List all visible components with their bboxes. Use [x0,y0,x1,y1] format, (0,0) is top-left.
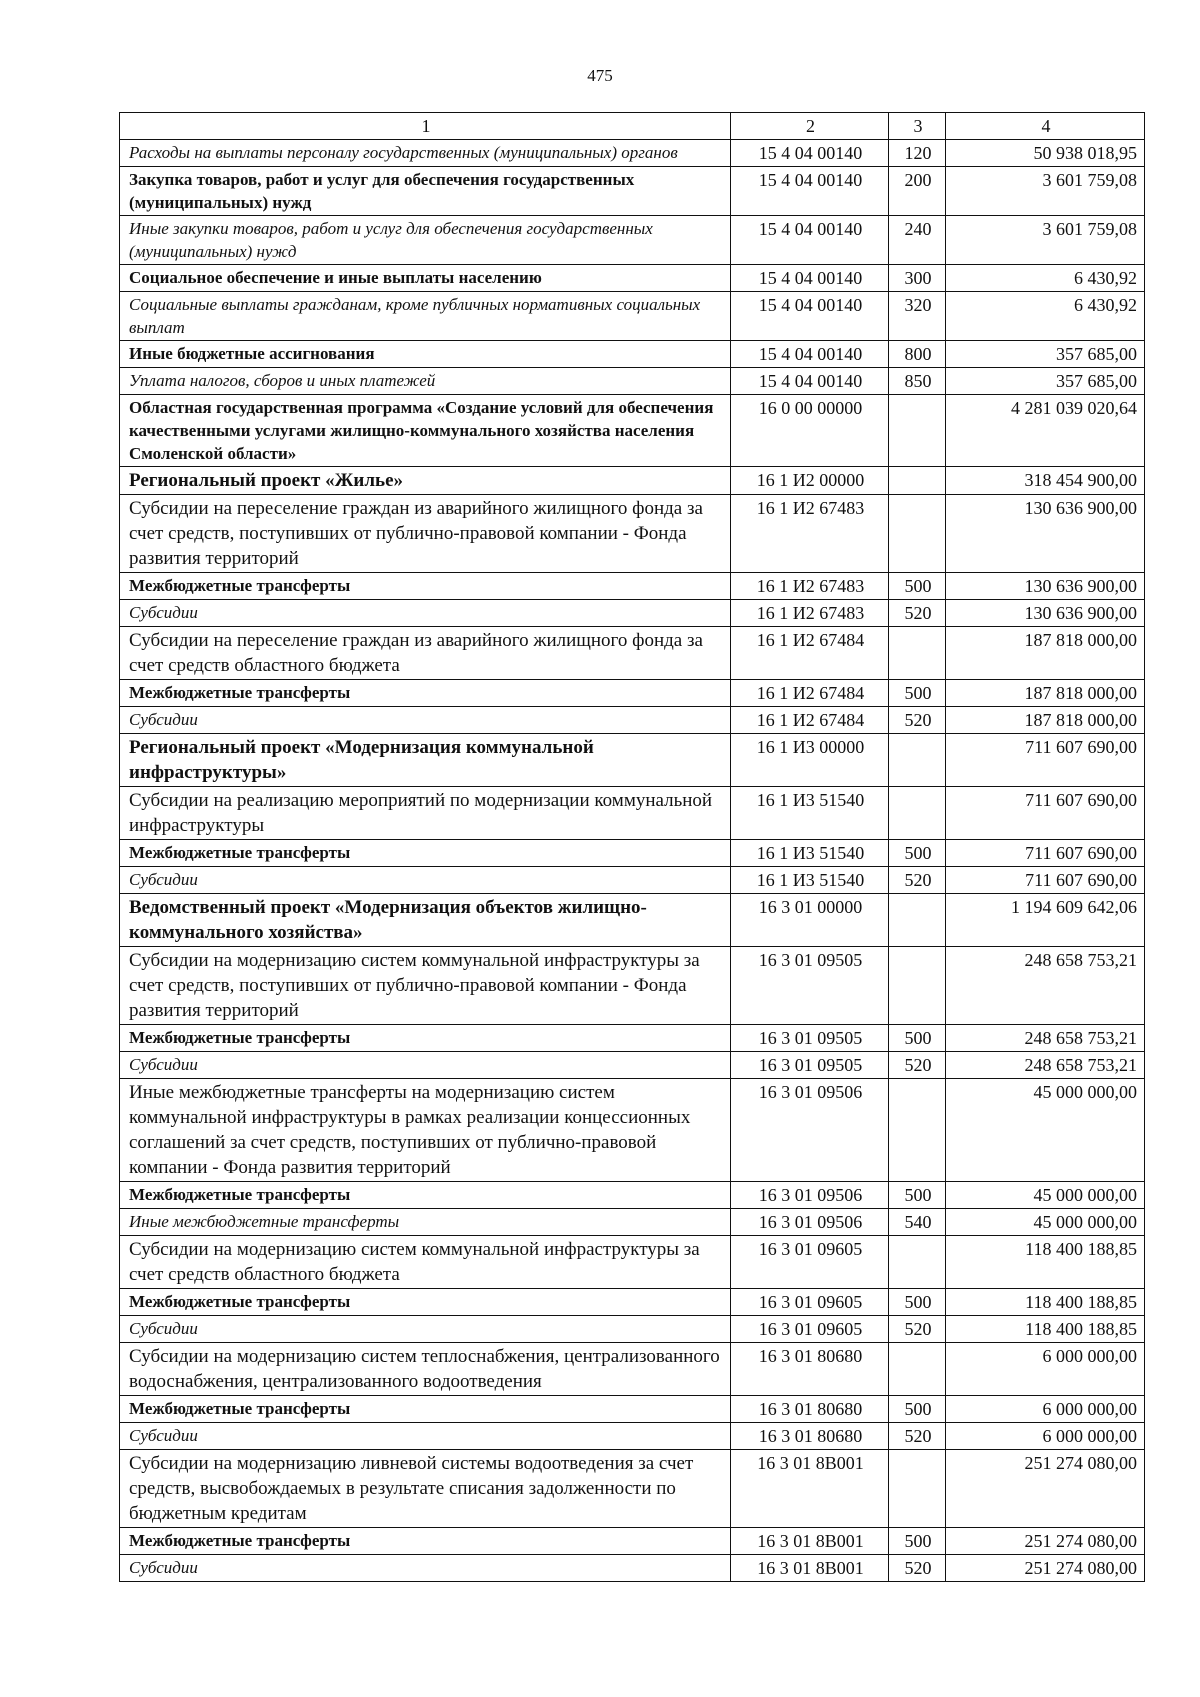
row-type-cell [889,734,946,787]
row-amount-cell: 45 000 000,00 [946,1182,1145,1209]
row-code-cell: 16 3 01 8В001 [731,1450,889,1528]
row-name-cell: Иные закупки товаров, работ и услуг для обеспечения государственных (муниципальных) нужд [120,216,731,265]
row-type-cell [889,627,946,680]
row-code-cell: 16 1 И2 00000 [731,467,889,495]
table-row [120,1079,1145,1182]
row-amount-cell: 118 400 188,85 [946,1316,1145,1343]
row-type-cell [889,894,946,947]
table-row [120,1182,1145,1209]
row-code-cell: 16 3 01 00000 [731,894,889,947]
row-type-cell: 500 [889,1528,946,1555]
table-row [120,840,1145,867]
row-code-cell: 16 3 01 09605 [731,1236,889,1289]
row-name-cell: Областная государственная программа «Создание условий для обеспечения качественными услугами жилищно-коммунального хозяйства населения Смоленской области» [120,395,731,467]
row-code-cell: 16 3 01 8В001 [731,1555,889,1582]
row-name-cell: Иные бюджетные ассигнования [120,341,731,368]
row-type-cell: 500 [889,680,946,707]
row-code-cell: 15 4 04 00140 [731,216,889,265]
row-name-cell: Ведомственный проект «Модернизация объектов жилищно-коммунального хозяйства» [120,894,731,947]
row-type-cell [889,467,946,495]
table-row [120,947,1145,1025]
row-name-cell: Субсидии на модернизацию ливневой системы водоотведения за счет средств, высвобождаемых в результате списания задолженности по бюджетным кредитам [120,1450,731,1528]
row-type-cell: 800 [889,341,946,368]
table-row [120,265,1145,292]
row-amount-cell: 318 454 900,00 [946,467,1145,495]
row-name-cell: Иные межбюджетные трансферты [120,1209,731,1236]
row-code-cell: 16 3 01 09505 [731,1025,889,1052]
row-code-cell: 15 4 04 00140 [731,265,889,292]
row-amount-cell: 187 818 000,00 [946,627,1145,680]
row-code-cell: 16 1 И3 51540 [731,867,889,894]
row-type-cell [889,1343,946,1396]
row-amount-cell: 711 607 690,00 [946,734,1145,787]
row-code-cell: 16 3 01 80680 [731,1343,889,1396]
page-number: 475 [587,66,613,85]
row-name-cell: Региональный проект «Модернизация коммунальной инфраструктуры» [120,734,731,787]
row-amount-cell: 248 658 753,21 [946,1052,1145,1079]
row-name-cell: Субсидии на переселение граждан из аварийного жилищного фонда за счет средств, поступивших от публично-правовой компании - Фонда развития территорий [120,495,731,573]
row-name-cell: Межбюджетные трансферты [120,680,731,707]
row-name-cell: Расходы на выплаты персоналу государственных (муниципальных) органов [120,140,731,167]
row-amount-cell: 45 000 000,00 [946,1079,1145,1182]
row-code-cell: 16 1 И2 67483 [731,600,889,627]
row-name-cell: Субсидии на переселение граждан из аварийного жилищного фонда за счет средств областного бюджета [120,627,731,680]
row-code-cell: 16 3 01 80680 [731,1396,889,1423]
row-name-cell: Субсидии [120,707,731,734]
row-name-cell: Субсидии [120,867,731,894]
row-amount-cell: 711 607 690,00 [946,787,1145,840]
table-row [120,573,1145,600]
row-name-cell: Субсидии на модернизацию систем теплоснабжения, централизованного водоснабжения, централизованного водоотведения [120,1343,731,1396]
row-type-cell [889,395,946,467]
table-row [120,292,1145,341]
row-amount-cell: 130 636 900,00 [946,573,1145,600]
row-amount-cell: 118 400 188,85 [946,1289,1145,1316]
row-code-cell: 15 4 04 00140 [731,167,889,216]
row-amount-cell: 118 400 188,85 [946,1236,1145,1289]
table-row [120,467,1145,495]
header-cell-name: 1 [120,113,731,140]
row-type-cell: 320 [889,292,946,341]
row-code-cell: 16 1 И2 67484 [731,680,889,707]
row-type-cell [889,1079,946,1182]
row-name-cell: Субсидии [120,600,731,627]
table-row [120,368,1145,395]
row-name-cell: Субсидии на модернизацию систем коммунальной инфраструктуры за счет средств, поступивших от публично-правовой компании - Фонда развития территорий [120,947,731,1025]
row-name-cell: Межбюджетные трансферты [120,1289,731,1316]
budget-table [119,112,1145,1582]
table-row [120,627,1145,680]
row-amount-cell: 50 938 018,95 [946,140,1145,167]
row-code-cell: 16 1 И3 51540 [731,840,889,867]
row-amount-cell: 251 274 080,00 [946,1450,1145,1528]
row-code-cell: 16 3 01 09605 [731,1316,889,1343]
row-code-cell: 16 1 И3 00000 [731,734,889,787]
row-amount-cell: 130 636 900,00 [946,600,1145,627]
row-amount-cell: 6 000 000,00 [946,1423,1145,1450]
row-name-cell: Региональный проект «Жилье» [120,467,731,495]
row-type-cell: 520 [889,600,946,627]
row-type-cell: 500 [889,1396,946,1423]
table-row [120,1316,1145,1343]
table-row [120,167,1145,216]
row-type-cell [889,947,946,1025]
row-name-cell: Социальное обеспечение и иные выплаты населению [120,265,731,292]
row-name-cell: Субсидии [120,1555,731,1582]
table-row [120,707,1145,734]
row-type-cell: 300 [889,265,946,292]
row-name-cell: Межбюджетные трансферты [120,1528,731,1555]
row-type-cell: 120 [889,140,946,167]
row-amount-cell: 187 818 000,00 [946,680,1145,707]
table-row [120,1209,1145,1236]
row-type-cell: 850 [889,368,946,395]
table-row [120,1052,1145,1079]
header-cell-type: 3 [889,113,946,140]
row-amount-cell: 1 194 609 642,06 [946,894,1145,947]
row-code-cell: 16 3 01 09506 [731,1182,889,1209]
row-type-cell [889,787,946,840]
row-code-cell: 16 1 И2 67484 [731,627,889,680]
row-type-cell: 200 [889,167,946,216]
row-amount-cell: 187 818 000,00 [946,707,1145,734]
row-type-cell: 500 [889,1182,946,1209]
row-code-cell: 16 3 01 09605 [731,1289,889,1316]
row-type-cell: 540 [889,1209,946,1236]
row-code-cell: 16 3 01 80680 [731,1423,889,1450]
row-code-cell: 16 3 01 09506 [731,1209,889,1236]
row-code-cell: 16 0 00 00000 [731,395,889,467]
header-row [120,113,1145,140]
row-name-cell: Субсидии [120,1052,731,1079]
table-row [120,341,1145,368]
row-type-cell [889,495,946,573]
row-amount-cell: 130 636 900,00 [946,495,1145,573]
row-type-cell: 520 [889,1555,946,1582]
row-name-cell: Субсидии [120,1316,731,1343]
table-row [120,395,1145,467]
row-name-cell: Закупка товаров, работ и услуг для обеспечения государственных (муниципальных) нужд [120,167,731,216]
table-row [120,1423,1145,1450]
header-cell-amount: 4 [946,113,1145,140]
row-amount-cell: 248 658 753,21 [946,1025,1145,1052]
table-row [120,894,1145,947]
row-amount-cell: 357 685,00 [946,341,1145,368]
table-row [120,600,1145,627]
row-code-cell: 16 1 И2 67483 [731,573,889,600]
row-name-cell: Межбюджетные трансферты [120,840,731,867]
row-amount-cell: 45 000 000,00 [946,1209,1145,1236]
row-code-cell: 16 1 И3 51540 [731,787,889,840]
table-row [120,495,1145,573]
row-name-cell: Межбюджетные трансферты [120,573,731,600]
row-name-cell: Иные межбюджетные трансферты на модернизацию систем коммунальной инфраструктуры в рамках реализации концессионных соглашений за счет средств, поступивших от публично-правовой компании - Фонда развития территорий [120,1079,731,1182]
row-type-cell: 520 [889,1052,946,1079]
row-amount-cell: 711 607 690,00 [946,840,1145,867]
table-row [120,734,1145,787]
table-row [120,1236,1145,1289]
row-name-cell: Субсидии на реализацию мероприятий по модернизации коммунальной инфраструктуры [120,787,731,840]
table-row [120,1289,1145,1316]
row-code-cell: 15 4 04 00140 [731,140,889,167]
row-amount-cell: 711 607 690,00 [946,867,1145,894]
row-amount-cell: 357 685,00 [946,368,1145,395]
row-amount-cell: 251 274 080,00 [946,1528,1145,1555]
header-cell-code: 2 [731,113,889,140]
row-code-cell: 15 4 04 00140 [731,341,889,368]
row-amount-cell: 6 000 000,00 [946,1343,1145,1396]
row-code-cell: 15 4 04 00140 [731,292,889,341]
row-name-cell: Субсидии [120,1423,731,1450]
row-name-cell: Социальные выплаты гражданам, кроме публичных нормативных социальных выплат [120,292,731,341]
row-name-cell: Уплата налогов, сборов и иных платежей [120,368,731,395]
row-code-cell: 16 3 01 09505 [731,947,889,1025]
row-amount-cell: 248 658 753,21 [946,947,1145,1025]
row-amount-cell: 6 000 000,00 [946,1396,1145,1423]
row-amount-cell: 3 601 759,08 [946,167,1145,216]
row-type-cell: 520 [889,1316,946,1343]
row-amount-cell: 6 430,92 [946,265,1145,292]
row-name-cell: Субсидии на модернизацию систем коммунальной инфраструктуры за счет средств областного бюджета [120,1236,731,1289]
table-row [120,216,1145,265]
row-code-cell: 16 1 И2 67484 [731,707,889,734]
row-amount-cell: 3 601 759,08 [946,216,1145,265]
row-amount-cell: 6 430,92 [946,292,1145,341]
row-type-cell: 520 [889,707,946,734]
row-amount-cell: 4 281 039 020,64 [946,395,1145,467]
row-code-cell: 16 3 01 8В001 [731,1528,889,1555]
row-type-cell: 500 [889,840,946,867]
row-type-cell: 240 [889,216,946,265]
row-code-cell: 16 3 01 09506 [731,1079,889,1182]
row-name-cell: Межбюджетные трансферты [120,1025,731,1052]
row-code-cell: 15 4 04 00140 [731,368,889,395]
table-row [120,787,1145,840]
table-row [120,1025,1145,1052]
row-code-cell: 16 3 01 09505 [731,1052,889,1079]
table-row [120,1343,1145,1396]
table-row [120,867,1145,894]
row-type-cell: 500 [889,1025,946,1052]
table-row [120,1555,1145,1582]
row-name-cell: Межбюджетные трансферты [120,1182,731,1209]
table-row [120,1528,1145,1555]
row-type-cell: 520 [889,867,946,894]
row-type-cell [889,1450,946,1528]
table-row [120,1450,1145,1528]
row-type-cell: 500 [889,573,946,600]
table-row [120,680,1145,707]
row-type-cell: 520 [889,1423,946,1450]
row-type-cell [889,1236,946,1289]
row-amount-cell: 251 274 080,00 [946,1555,1145,1582]
row-type-cell: 500 [889,1289,946,1316]
table-row [120,140,1145,167]
table-row [120,1396,1145,1423]
row-code-cell: 16 1 И2 67483 [731,495,889,573]
row-name-cell: Межбюджетные трансферты [120,1396,731,1423]
